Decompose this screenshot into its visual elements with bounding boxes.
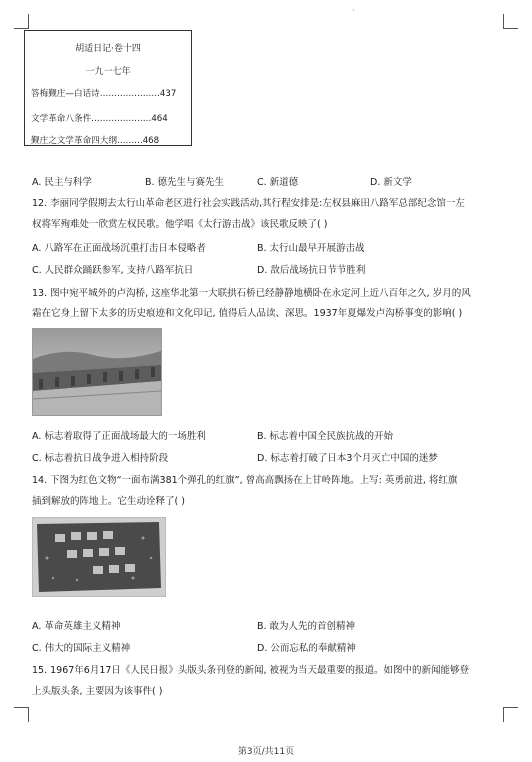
q14-option-c[interactable]: C. 伟大的国际主义精神 xyxy=(32,643,131,654)
q14-option-a[interactable]: A. 革命英雄主义精神 xyxy=(32,621,121,632)
q11-option-b[interactable]: B. 德先生与赛先生 xyxy=(145,177,225,188)
crop-mark-top-right xyxy=(503,14,518,29)
lugou-bridge-photo xyxy=(32,328,162,416)
top-mark: · xyxy=(352,6,355,15)
q13-option-c[interactable]: C. 标志着抗日战争进入相持阶段 xyxy=(32,453,169,464)
red-flag-photo xyxy=(32,517,166,597)
crop-mark-bottom-right xyxy=(503,707,518,722)
q14-stem-line-2: 插到解放的阵地上。它生动诠释了( ) xyxy=(32,496,185,507)
flag-image xyxy=(33,518,165,596)
page-footer: 第3页/共11页 xyxy=(237,747,295,757)
q13-stem-line-1: 13. 图中宛平城外的卢沟桥, 这座华北第一大联拱石桥已经静静地横卧在永定河上近八百年之久, 岁月的风 xyxy=(32,288,471,299)
q12-option-c[interactable]: C. 人民群众踊跃参军, 支持八路军抗日 xyxy=(32,265,194,276)
q12-option-d[interactable]: D. 敌后战场抗日节节胜利 xyxy=(257,265,366,276)
q13-option-a[interactable]: A. 标志着取得了正面战场最大的一场胜利 xyxy=(32,431,206,442)
q13-option-b[interactable]: B. 标志着中国全民族抗战的开始 xyxy=(257,431,394,442)
diary-year: 一九一七年 xyxy=(85,67,131,77)
diary-entry: 觐庄之文学革命四大纲………468 xyxy=(31,136,160,146)
crop-mark-bottom-left xyxy=(14,707,29,722)
diary-entry: 文学革命八条件…………………464 xyxy=(31,114,168,124)
q15-stem-line-1: 15. 1967年6月17日《人民日报》头版头条刊登的新闻, 被视为当天最重要的报道。如图中的新闻能够登 xyxy=(32,665,469,676)
q11-option-d[interactable]: D. 新文学 xyxy=(370,177,412,188)
q11-option-c[interactable]: C. 新道德 xyxy=(257,177,299,188)
q14-option-b[interactable]: B. 敢为人先的首创精神 xyxy=(257,621,356,632)
q12-stem-line-2: 权将军殉难处一欣赏左权民歌。他学唱《太行游击战》该民歌反映了( ) xyxy=(32,219,328,230)
q13-option-d[interactable]: D. 标志着打破了日本3个月灭亡中国的迷梦 xyxy=(257,453,438,464)
q12-option-b[interactable]: B. 太行山最早开展游击战 xyxy=(257,243,365,254)
q11-option-a[interactable]: A. 民主与科学 xyxy=(32,177,92,188)
bridge-image xyxy=(33,329,161,415)
q14-stem-line-1: 14. 下图为红色文物“一面布满381个弹孔的红旗”, 曾高高飘扬在上甘岭阵地。上写: 英勇前进, 将红旗 xyxy=(32,475,458,486)
crop-mark-top-left xyxy=(14,14,29,29)
diary-excerpt-box xyxy=(24,30,192,146)
q12-stem-line-1: 12. 李丽同学假期去太行山革命老区进行社会实践活动,其行程安排是:左权县麻田八路军总部纪念馆一左 xyxy=(32,198,465,209)
diary-title: 胡适日记·卷十四 xyxy=(75,44,141,54)
q13-stem-line-2: 霜在它身上留下太多的历史痕迹和文化印记, 值得后人品读、深思。1937年夏爆发卢沟桥事变的影响( ) xyxy=(32,308,463,319)
q15-stem-line-2: 上头版头条, 主要因为该事件( ) xyxy=(32,686,163,697)
diary-entry: 答梅觐庄—白话诗…………………437 xyxy=(31,89,177,99)
q14-option-d[interactable]: D. 公而忘私的奉献精神 xyxy=(257,643,356,654)
q12-option-a[interactable]: A. 八路军在正面战场沉重打击日本侵略者 xyxy=(32,243,206,254)
